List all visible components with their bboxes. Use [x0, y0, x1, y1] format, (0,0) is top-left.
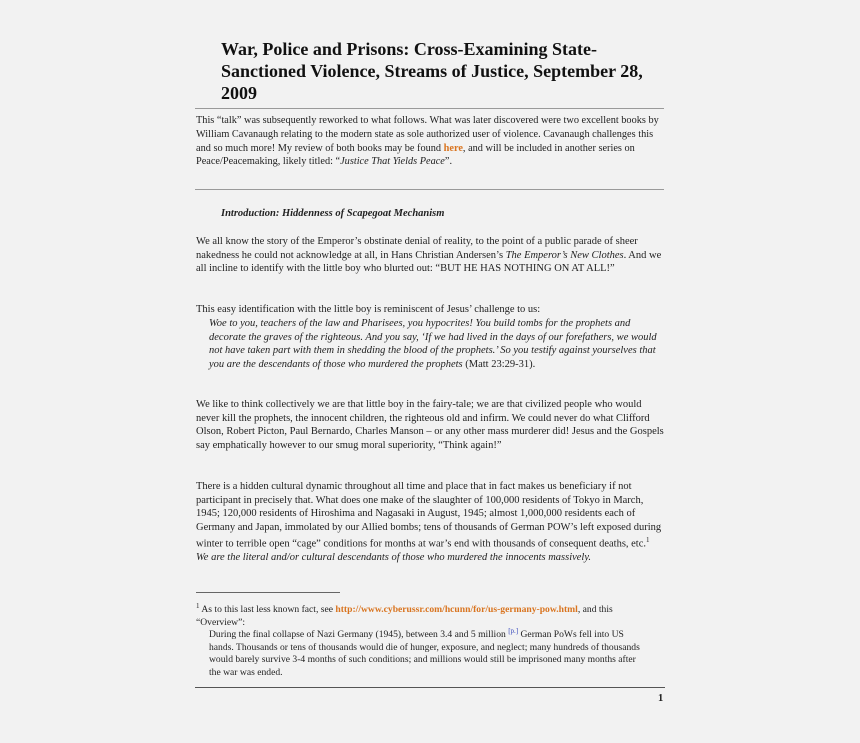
note-text-cont: , and will be included in another series on Peace/Peacemaking, likely titled: “ — [196, 142, 635, 168]
paragraph-3: We like to think collectively we are that little boy in the fairy-tale; we are that civilized people who would never kill the prophets, the innocent children, the righteous old and infirm. We could never do what Clifford Olson, Robert Picton, Paul Bernardo, Charles Manson – or any other mass murderer did! Jesus and the Gospels say emphatically however to our smug moral superiority, “Think again!” — [196, 399, 664, 451]
quote-italic: Woe to you, teachers of the law and Pharisees, you hypocrites! You build tombs for the prophets and decorate the graves of the righteous. And you say, ‘If we had lived in the days of our forefathers, we would not have taken part with them in shedding the blood of the prophets.’ So you testify against yourselves that you are the descendants of those who murdered the prophets — [209, 318, 657, 370]
p4-italic-end: We are the literal and/or cultural descendants of those who murdered the innocents massively. — [196, 552, 592, 564]
footnote-quote-a: During the final collapse of Nazi Germany (1945), between 3.4 and 5 million — [209, 629, 509, 641]
footnote-separator — [196, 592, 340, 593]
footnote-quote — [209, 625, 649, 679]
p4-text: There is a hidden cultural dynamic throughout all time and place that in fact makes us beneficiary if not participant in precisely that. What does one make of the slaughter of 100,000 residents of Tokyo in March, 1945; 120,000 residents of Hiroshima and Nagasaki in August, 1945; almost 1,000,000 residents each of Germany and Japan, immolated by our Allied bombs; tens of thousands of German POW’s left exposed during winter to terrible open “cage” conditions for months at war’s end with thousands of consequent deaths, etc. — [196, 481, 662, 550]
footnote-quote-b: German PoWs fell into US hands. Thousands or tens of thousands would die of hunger, exposure, and neglect; many hundreds of thousands would barely survive 3-4 months of such conditions; and millions would still be imprisoned many months after the war was ended. — [209, 629, 640, 678]
top-divider — [195, 108, 664, 109]
footnote-quote-ref[interactable]: [p.] — [508, 627, 519, 635]
editorial-note — [196, 114, 666, 169]
footer-divider — [195, 687, 665, 688]
note-text: This “talk” was subsequently reworked to what follows. What was later discovered were two excellent books by William Cavanaugh relating to the modern state as sole authorized user of violence. Cavanaugh challenges this and so much more! My review of both books may be found — [196, 115, 659, 154]
paragraph-1 — [196, 235, 664, 276]
p1-text-a: We all know the story of the Emperor’s obstinate denial of reality, to the point of a public parade of sheer nakedness he could not acknowledge at all, in Hans Christian Andersen’s — [196, 236, 638, 261]
quote-reference: (Matt 23:29-31). — [462, 358, 536, 370]
p1-italic: The Emperor’s New Clothes — [505, 249, 624, 261]
footnote-number: 1 — [196, 602, 200, 610]
footnote-marker[interactable]: 1 — [646, 536, 650, 545]
note-text-end: ”. — [444, 156, 453, 168]
p1-text-b: . And we all incline to identify with the little boy who blurted out: “BUT HE HAS NOTHING ON AT ALL!” — [196, 249, 662, 275]
footnote-text-b: , and this “Overview”: — [196, 604, 613, 628]
section-heading: Introduction: Hiddenness of Scapegoat Mechanism — [221, 208, 445, 219]
scripture-quote — [209, 317, 664, 371]
paragraph-4 — [196, 480, 664, 565]
footnote-text-a: As to this last less known fact, see — [199, 604, 336, 616]
note-divider — [195, 189, 664, 190]
page-number: 1 — [658, 693, 664, 704]
document-title: War, Police and Prisons: Cross-Examining State-Sanctioned Violence, Streams of Justice, September 28, 2009 — [221, 39, 643, 103]
footnote-url-link[interactable]: http://www.cyberussr.com/hcunn/for/us-germany-pow.html — [335, 604, 578, 616]
here-link[interactable]: here — [443, 142, 463, 154]
paragraph-2-lead: This easy identification with the little boy is reminiscent of Jesus’ challenge to us: — [196, 304, 541, 315]
note-italic-title: Justice That Yields Peace — [340, 156, 445, 168]
